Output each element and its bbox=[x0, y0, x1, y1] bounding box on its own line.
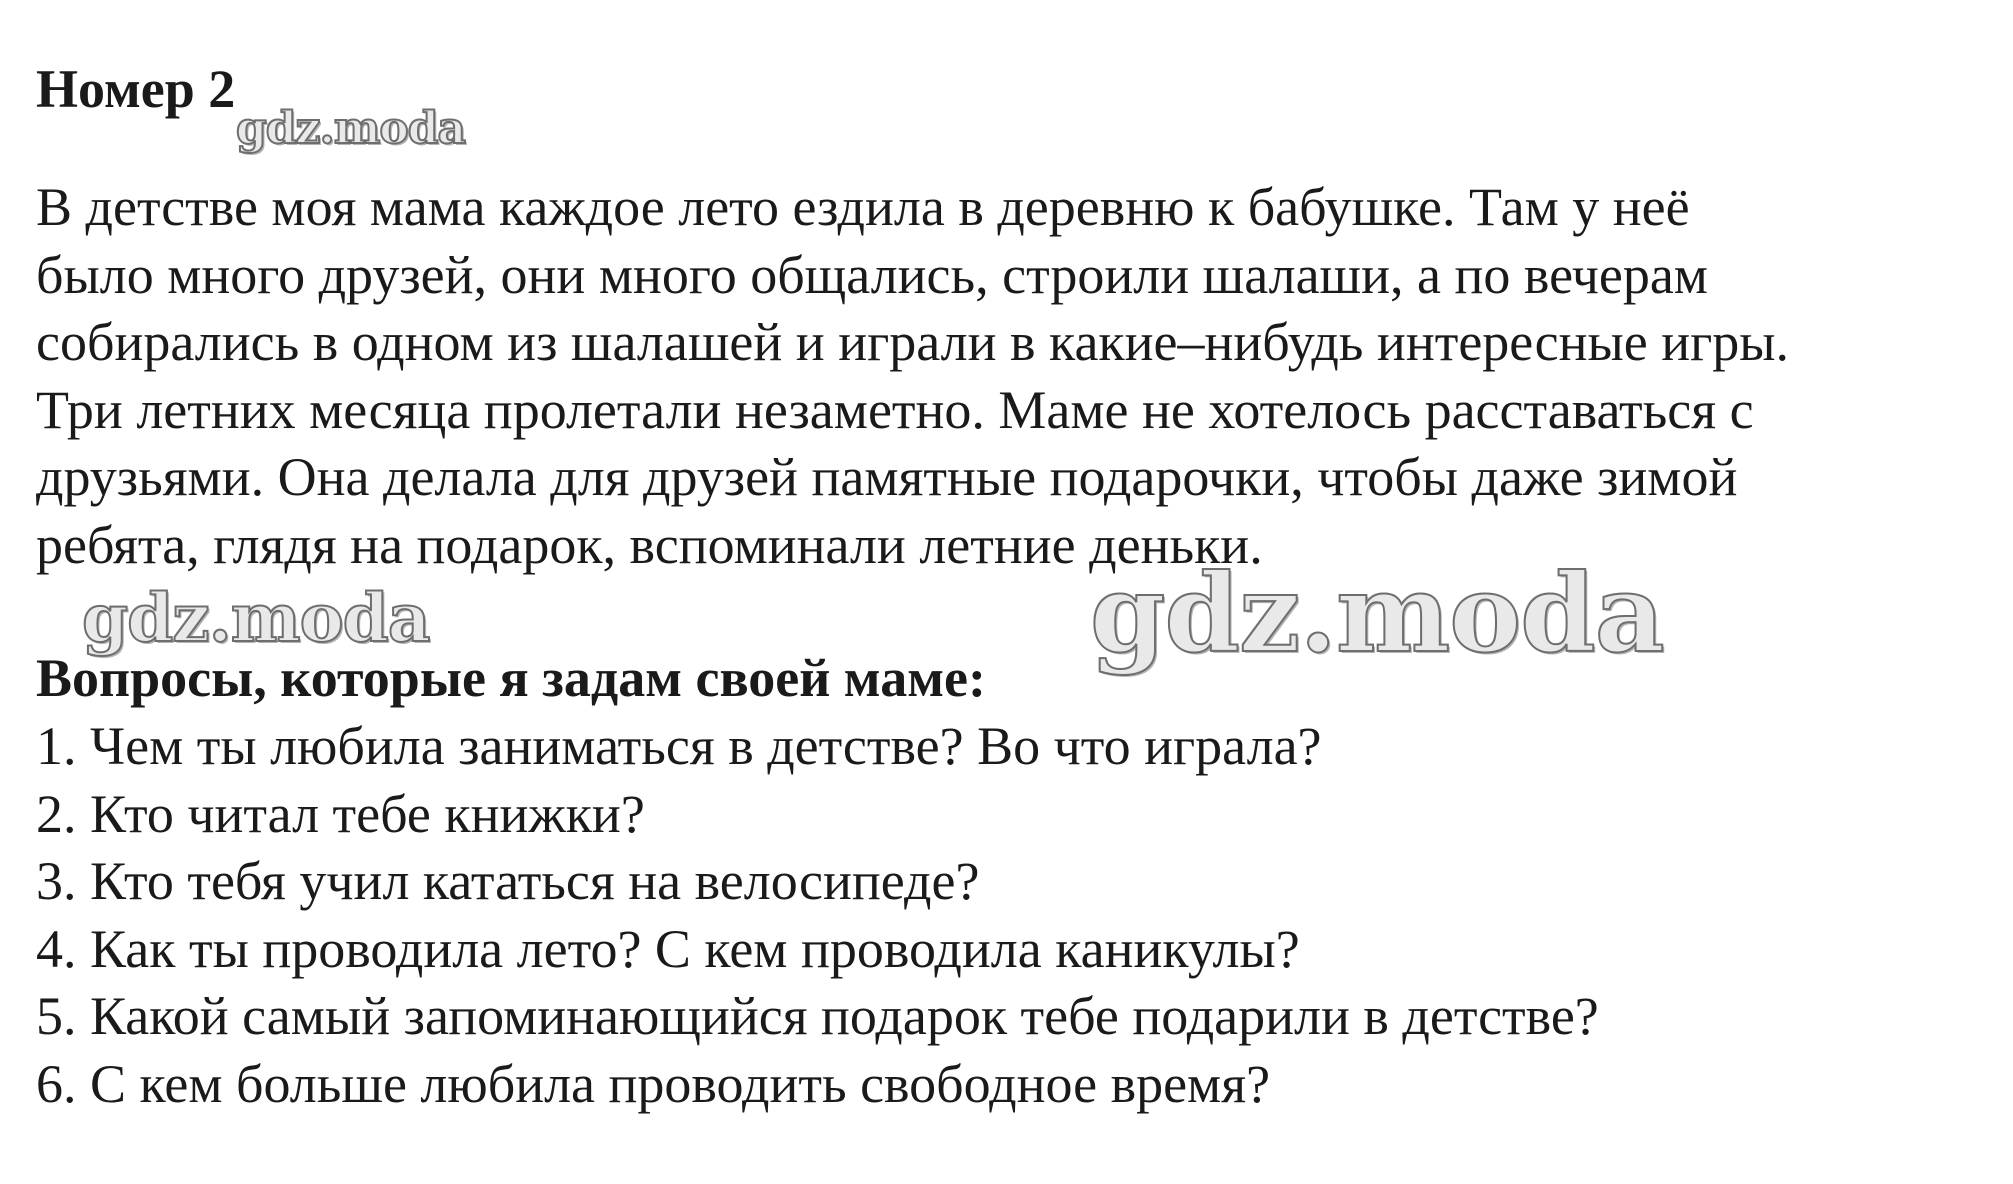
paragraph-line: было много друзей, они много общались, строили шалаши, а по вечерам bbox=[36, 244, 1708, 305]
question-item: 4. Как ты проводила лето? С кем проводила каникулы? bbox=[36, 918, 1300, 979]
page-title: Номер 2 bbox=[36, 59, 236, 119]
watermark-logo: gdz.moda bbox=[82, 579, 430, 657]
watermark-logo: gdz.moda bbox=[1090, 551, 1664, 677]
question-item: 6. С кем больше любила проводить свободное время? bbox=[36, 1053, 1271, 1114]
question-item: 1. Чем ты любила заниматься в детстве? Во что играла? bbox=[36, 716, 1322, 776]
paragraph-line: Три летних месяца пролетали незаметно. Маме не хотелось расставаться с bbox=[36, 379, 1754, 440]
questions-list bbox=[36, 713, 1599, 1118]
paragraph-line: друзьями. Она делала для друзей памятные подарочки, чтобы даже зимой bbox=[36, 447, 1738, 507]
question-item: 5. Какой самый запоминающийся подарок тебе подарили в детстве? bbox=[36, 986, 1599, 1046]
questions-heading: Вопросы, которые я задам своей маме: bbox=[36, 648, 986, 708]
paragraph-line: ребята, глядя на подарок, вспоминали летние деньки. bbox=[36, 514, 1263, 575]
story-paragraph bbox=[36, 174, 2006, 579]
question-item: 2. Кто читал тебе книжки? bbox=[36, 783, 645, 844]
question-item: 3. Кто тебя учил кататься на велосипеде? bbox=[36, 851, 980, 911]
paragraph-line: В детстве моя мама каждое лето ездила в деревню к бабушке. Там у неё bbox=[36, 177, 1690, 237]
watermark-logo: gdz.moda bbox=[236, 103, 466, 154]
paragraph-line: собирались в одном из шалашей и играли в какие–нибудь интересные игры. bbox=[36, 312, 1790, 372]
